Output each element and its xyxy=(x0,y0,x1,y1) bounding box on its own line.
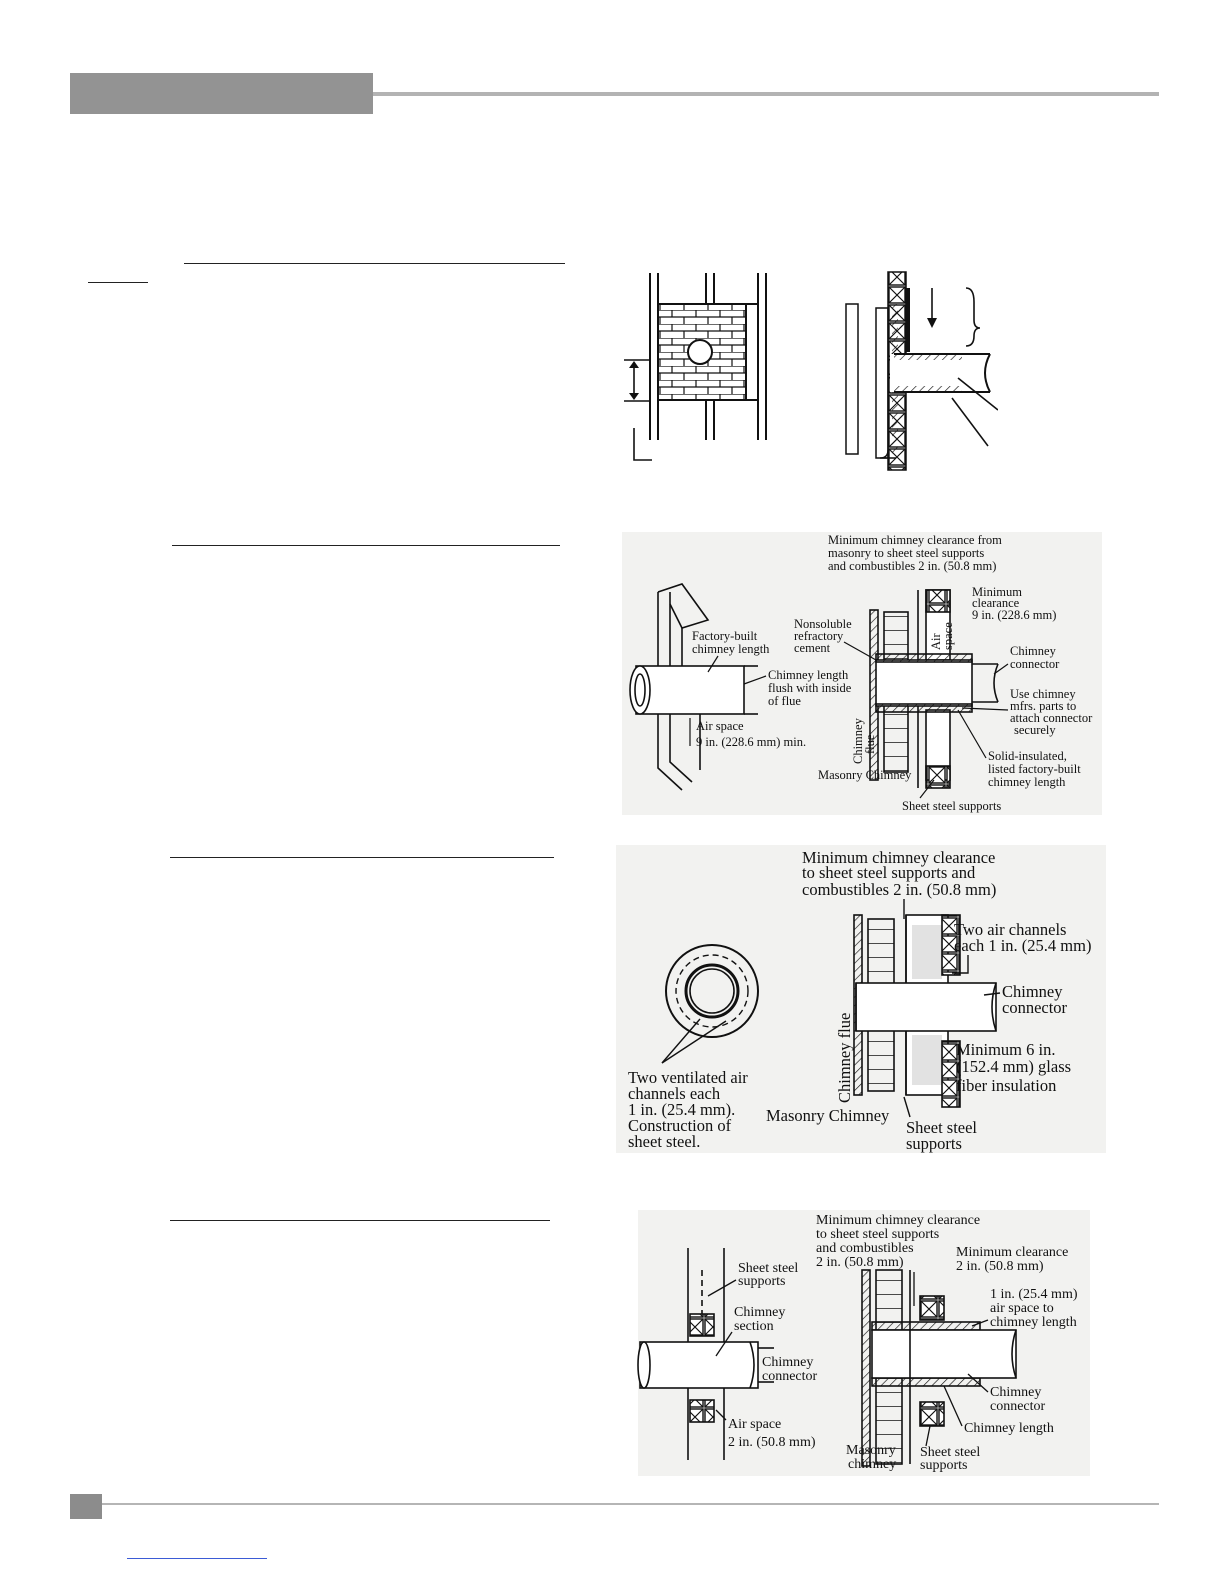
fig4-sheet-left-1: Sheet steel xyxy=(738,1261,799,1276)
fig4-sheet-left-2: supports xyxy=(738,1274,786,1289)
fig3-connector-2: connector xyxy=(1002,998,1068,1017)
fig4-one-in-3: chimney length xyxy=(990,1315,1077,1330)
fig2-use-chimney-4: securely xyxy=(1014,723,1056,737)
fig3-sheet-1: Sheet steel xyxy=(906,1118,978,1137)
fig2-nonsoluble-1: Nonsoluble xyxy=(794,617,852,631)
fig3-vent-3: 1 in. (25.4 mm). xyxy=(628,1100,736,1119)
fig2-air-vertical-1: Air xyxy=(929,633,943,650)
fig3-top-line-2: to sheet steel supports and xyxy=(802,863,976,882)
fig2-flue-1: Chimney xyxy=(851,718,865,764)
fig2-min-clear-3: 9 in. (228.6 mm) xyxy=(972,608,1057,622)
fig4-sheet-right-2: supports xyxy=(920,1458,968,1473)
fig4-connector-right-2: connector xyxy=(990,1399,1046,1414)
fig4-connector-left-2: connector xyxy=(762,1369,818,1384)
fig2-masonry: Masonry Chimney xyxy=(818,768,912,782)
fig4-sheet-right-1: Sheet steel xyxy=(920,1445,981,1460)
figure-3-diagram xyxy=(616,845,1106,1153)
fig2-top-line-2: masonry to sheet steel supports xyxy=(828,546,985,560)
fig4-connector-left-1: Chimney xyxy=(762,1355,814,1370)
fig3-top-line-1: Minimum chimney clearance xyxy=(802,848,996,867)
fig4-chimney-length: Chimney length xyxy=(964,1421,1054,1436)
fig2-air-vertical-2: space xyxy=(941,622,955,650)
section-b-heading-rule xyxy=(172,545,560,546)
fig4-air-2: 2 in. (50.8 mm) xyxy=(728,1435,816,1450)
fig2-factory-built-2: chimney length xyxy=(692,642,770,656)
fig3-vent-1: Two ventilated air xyxy=(628,1068,748,1087)
fig2-nonsoluble-3: cement xyxy=(794,641,831,655)
fig3-masonry: Masonry Chimney xyxy=(766,1106,890,1125)
fig2-sheet-steel: Sheet steel supports xyxy=(902,799,1002,813)
fig2-perspective-view xyxy=(630,584,758,790)
fig2-air-space-1: Air space xyxy=(696,719,744,733)
fig2-use-chimney-1: Use chimney xyxy=(1010,687,1076,701)
fig4-air-1: Air space xyxy=(728,1417,782,1432)
fig4-min-clear-1: Minimum clearance xyxy=(956,1245,1069,1260)
footer-link-underline xyxy=(127,1558,267,1559)
fig2-flush-1: Chimney length xyxy=(768,668,849,682)
fig2-use-chimney-3: attach connector xyxy=(1010,711,1093,725)
fig4-masonry-1: Masonry xyxy=(846,1443,896,1458)
fig2-connector-1: Chimney xyxy=(1010,644,1056,658)
fig3-round-section xyxy=(666,945,758,1037)
fig2-solid-3: chimney length xyxy=(988,775,1066,789)
fig2-air-space-2: 9 in. (228.6 mm) min. xyxy=(696,735,807,749)
fig4-section-2: section xyxy=(734,1319,774,1334)
fig3-vent-4: Construction of xyxy=(628,1116,732,1135)
wall-frame-left xyxy=(624,273,766,460)
fig2-flue-2: flue xyxy=(863,734,877,754)
fig2-min-clear-2: clearance xyxy=(972,596,1020,610)
fig4-one-in-2: air space to xyxy=(990,1301,1054,1316)
fig4-connector-right-1: Chimney xyxy=(990,1385,1042,1400)
fig3-min6-2: (152.4 mm) glass xyxy=(956,1057,1072,1076)
fig2-connector-2: connector xyxy=(1010,657,1060,671)
fig4-section-1: Chimney xyxy=(734,1305,786,1320)
fig4-top-line-4: 2 in. (50.8 mm) xyxy=(816,1255,904,1270)
fig4-one-in-1: 1 in. (25.4 mm) xyxy=(990,1287,1078,1302)
fig3-flue: Chimney flue xyxy=(835,1012,854,1103)
figure-2-top-label xyxy=(828,533,1002,573)
fig2-flush-3: of flue xyxy=(768,694,801,708)
fig4-top-line-3: and combustibles xyxy=(816,1241,914,1256)
fig3-air-channels-1: Two air channels xyxy=(954,920,1067,939)
fig4-top-line-2: to sheet steel supports xyxy=(816,1227,940,1242)
fig4-top-line-1: Minimum chimney clearance xyxy=(816,1213,981,1228)
section-a-short-rule xyxy=(88,282,148,283)
fig2-use-chimney-2: mfrs. parts to xyxy=(1010,699,1077,713)
figure-1-wall-diagram xyxy=(618,268,998,476)
figure-2-diagram xyxy=(622,532,1102,815)
fig2-solid-2: listed factory-built xyxy=(988,762,1081,776)
fig3-min6-1: Minimum 6 in. xyxy=(956,1040,1056,1059)
footer-page-box xyxy=(70,1494,102,1519)
fig2-solid-1: Solid-insulated, xyxy=(988,749,1067,763)
header-tab xyxy=(70,73,373,114)
fig3-air-channels-2: each 1 in. (25.4 mm) xyxy=(954,936,1092,955)
figure-4-diagram xyxy=(632,1210,1092,1476)
fig2-top-line-1: Minimum chimney clearance from xyxy=(828,533,1002,547)
fig3-min6-3: fiber insulation xyxy=(956,1076,1057,1095)
section-a-heading-rule xyxy=(184,263,565,264)
fig2-flush-2: flush with inside xyxy=(768,681,852,695)
fig4-masonry-2: chimney xyxy=(848,1457,897,1472)
fig4-min-clear-2: 2 in. (50.8 mm) xyxy=(956,1259,1044,1274)
header-rule xyxy=(373,92,1159,96)
section-d-heading-rule xyxy=(170,1220,550,1221)
section-c-heading-rule xyxy=(170,857,554,858)
footer-rule xyxy=(102,1503,1159,1505)
fig2-factory-built-1: Factory-built xyxy=(692,629,758,643)
fig3-top-line-3: combustibles 2 in. (50.8 mm) xyxy=(802,880,997,899)
fig2-nonsoluble-2: refractory xyxy=(794,629,844,643)
fig3-vent-2: channels each xyxy=(628,1084,721,1103)
fig3-sheet-2: supports xyxy=(906,1134,962,1153)
fig3-vent-5: sheet steel. xyxy=(628,1132,701,1151)
fig2-top-line-3: and combustibles 2 in. (50.8 mm) xyxy=(828,559,997,573)
fig2-min-clear-1: Minimum xyxy=(972,585,1023,599)
wall-section-right xyxy=(846,272,998,470)
fig3-connector-1: Chimney xyxy=(1002,982,1063,1001)
